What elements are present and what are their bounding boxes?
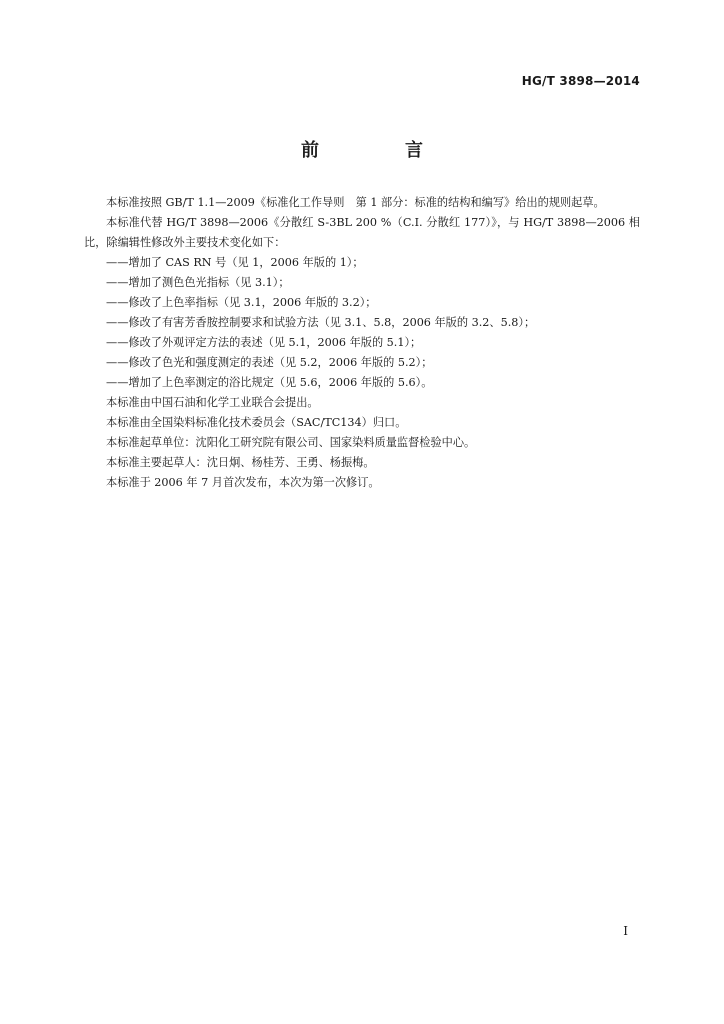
paragraph-proposed-by: 本标准由中国石油和化学工业联合会提出。 xyxy=(106,396,319,409)
paragraph-drafting-rules: 本标准按照 GB/T 1.1—2009《标准化工作导则 第 1 部分：标准的结构和编写》给出的规则起草。 xyxy=(106,196,605,209)
list-item: ——增加了上色率测定的浴比规定（见 5.6，2006 年版的 5.6）。 xyxy=(106,376,433,389)
list-item: ——修改了有害芳香胺控制要求和试验方法（见 3.1、5.8，2006 年版的 3.2、5.8）； xyxy=(106,316,536,329)
list-item: ——增加了测色色光指标（见 3.1）； xyxy=(106,276,290,289)
paragraph-drafting-units: 本标准起草单位：沈阳化工研究院有限公司、国家染料质量监督检验中心。 xyxy=(106,436,476,449)
standard-code: HG/T 3898—2014 xyxy=(521,74,640,88)
paragraph-centralized-by: 本标准由全国染料标准化技术委员会（SAC/TC134）归口。 xyxy=(106,416,407,429)
list-item: ——修改了色光和强度测定的表述（见 5.2，2006 年版的 5.2）； xyxy=(106,356,433,369)
paragraph-drafters: 本标准主要起草人：沈日炯、杨桂芳、王勇、杨振梅。 xyxy=(106,456,375,469)
changes-list xyxy=(84,253,640,393)
list-item: ——增加了 CAS RN 号（见 1，2006 年版的 1）； xyxy=(106,256,364,269)
paragraph-release-history: 本标准于 2006 年 7 月首次发布，本次为第一次修订。 xyxy=(106,476,380,489)
foreword-body xyxy=(84,193,640,493)
page-number: I xyxy=(623,924,628,938)
page-title: 前 言 xyxy=(301,140,457,161)
list-item: ——修改了外观评定方法的表述（见 5.1，2006 年版的 5.1）； xyxy=(106,336,422,349)
paragraph-replacement: 本标准代替 HG/T 3898—2006《分散红 S-3BL 200 %（C.I. 分散红 177）》，与 HG/T 3898—2006 相比，除编辑性修改外主要技术变化如下： xyxy=(84,216,640,249)
list-item: ——修改了上色率指标（见 3.1，2006 年版的 3.2）； xyxy=(106,296,377,309)
